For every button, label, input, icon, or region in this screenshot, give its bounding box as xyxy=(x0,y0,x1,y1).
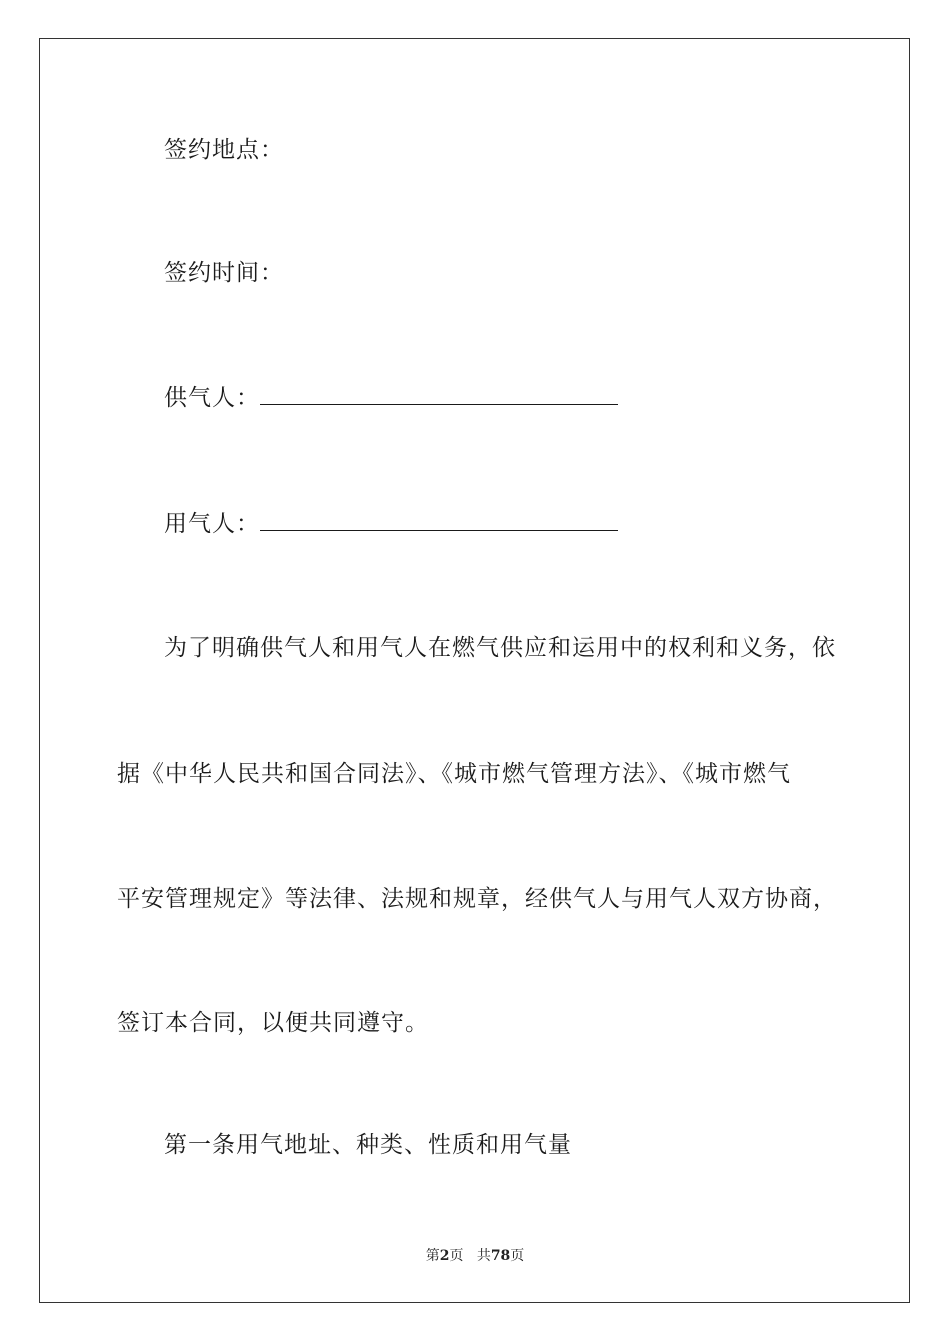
consumer-row xyxy=(164,508,618,539)
signing-place-label: 签约地点： xyxy=(164,137,284,163)
paragraph-1-line-4: 签订本合同，以便共同遵守。 xyxy=(117,1010,429,1036)
paragraph-1-line-2: 据《中华人民共和国合同法》、《城市燃气管理方法》、《城市燃气 xyxy=(117,761,791,787)
footer-total-pages: 78 xyxy=(490,1248,511,1264)
paragraph-1-line-1: 为了明确供气人和用气人在燃气供应和运用中的权利和义务，依 xyxy=(164,635,836,661)
supplier-blank-line xyxy=(260,382,618,405)
supplier-row xyxy=(164,382,618,413)
footer-total-suffix: 页 xyxy=(510,1248,525,1264)
supplier-label: 供气人： xyxy=(164,385,260,411)
footer-page-suffix: 页 xyxy=(449,1248,464,1264)
consumer-label: 用气人： xyxy=(164,511,260,537)
consumer-blank-line xyxy=(260,508,618,531)
page-footer xyxy=(0,1246,950,1266)
footer-total-prefix: 共 xyxy=(476,1248,491,1264)
article-1-heading: 第一条用气地址、种类、性质和用气量 xyxy=(164,1132,572,1158)
page-border xyxy=(39,38,910,1303)
footer-page-number: 2 xyxy=(439,1248,450,1264)
signing-time-label: 签约时间： xyxy=(164,260,284,286)
footer-page-prefix: 第 xyxy=(425,1248,440,1264)
paragraph-1-line-3: 平安管理规定》等法律、法规和规章，经供气人与用气人双方协商， xyxy=(117,886,837,912)
